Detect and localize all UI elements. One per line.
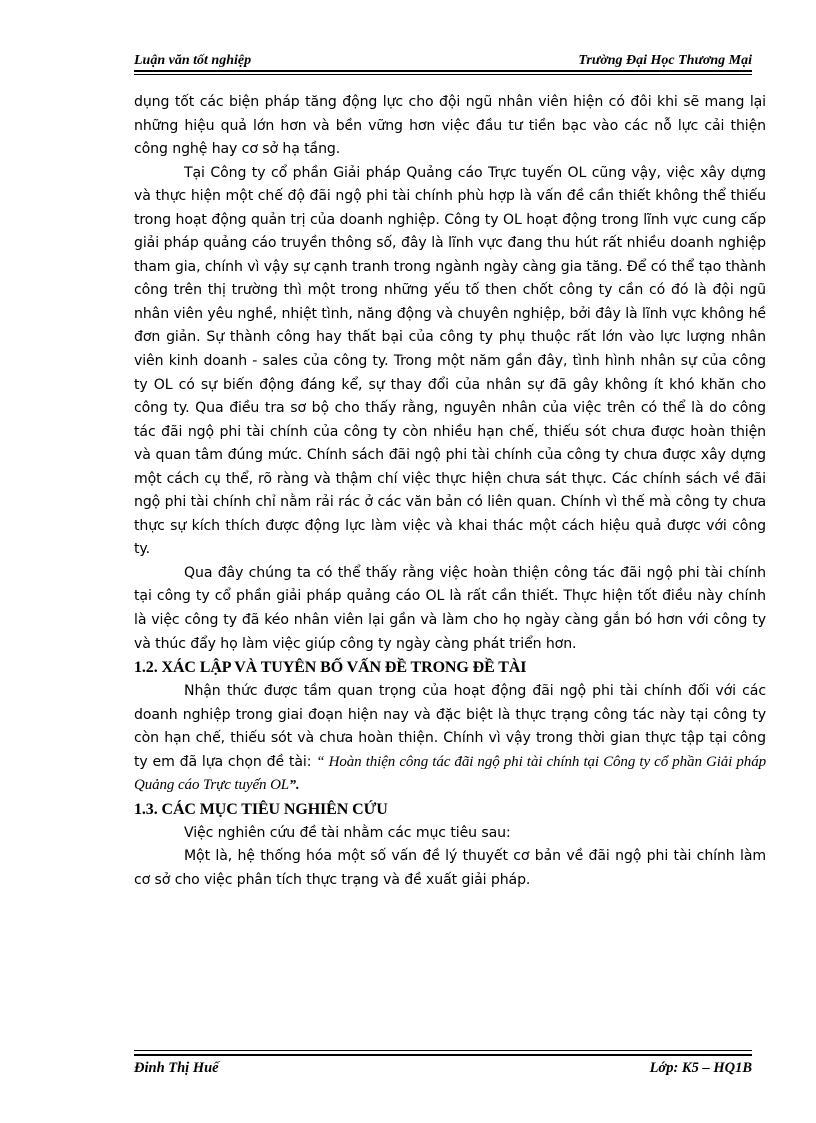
- document-body: [134, 91, 766, 893]
- footer-author: Đinh Thị Huế: [134, 1059, 219, 1076]
- paragraph-6: Một là, hệ thống hóa một số vấn đề lý thuyết cơ bản về đãi ngộ phi tài chính làm cơ sở cho việc phân tích thực trạng và đề xuất giải pháp.: [134, 848, 766, 888]
- paragraph-4: [134, 680, 766, 798]
- footer-rule-thick: [134, 1054, 752, 1056]
- paragraph-1: dụng tốt các biện pháp tăng động lực cho đội ngũ nhân viên hiện có đôi khi sẽ mang lại những hiệu quả lớn hơn và bền vững hơn việc đầu tư tiền bạc vào các nỗ lực cải thiện công nghệ hay cơ sở hạ tầng.: [134, 94, 766, 158]
- header-university: Trường Đại Học Thương Mại: [578, 53, 752, 68]
- footer-class: Lớp: K5 – HQ1B: [649, 1059, 752, 1076]
- section-heading-1-2: 1.2. XÁC LẬP VÀ TUYÊN BỐ VẤN ĐỀ TRONG ĐỀ TÀI: [134, 659, 527, 677]
- header-rule-thick: [134, 70, 752, 72]
- header-rule-thin: [134, 74, 752, 75]
- header-thesis-label: Luận văn tốt nghiệp: [134, 53, 252, 68]
- page-header: [134, 47, 752, 69]
- section-heading-1-3: 1.3. CÁC MỤC TIÊU NGHIÊN CỨU: [134, 800, 388, 818]
- paragraph-5: Việc nghiên cứu đề tài nhằm các mục tiêu sau:: [184, 824, 511, 841]
- footer-rule-thin: [134, 1050, 752, 1051]
- page-footer: [134, 1057, 752, 1079]
- thesis-title-close: ”.: [289, 777, 300, 794]
- paragraph-4-text: Nhận thức được tầm quan trọng của hoạt động đãi ngộ phi tài chính đối với các doanh nghiệp trong giai đoạn hiện nay và đặc biệt là thực trạng công tác này tại công ty còn hạn chế, thiếu sót và chưa hoàn thiện. Chính vì vậy trong thời gian thực tập tại công ty em đã lựa chọn đề tài:: [134, 683, 766, 770]
- paragraph-2: Tại Công ty cổ phần Giải pháp Quảng cáo Trực tuyến OL cũng vậy, việc xây dựng và thực hiện một chế độ đãi ngộ phi tài chính phù hợp là vấn đề cần thiết không thể thiếu trong hoạt động quản trị của doanh nghiệp. Công ty OL hoạt động trong lĩnh vực cung cấp giải pháp quảng cáo truyền thông số, đây là lĩnh vực đang thu hút rất nhiều doanh nghiệp tham gia, chính vì vậy sự cạnh tranh trong ngành ngày càng gia tăng. Để có thể tạo thành công trên thị trường thì một trong những yếu tố then chốt công ty cần có đó là đội ngũ nhân viên yêu nghề, nhiệt tình, năng động và chuyên nghiệp, bởi đây là lĩnh vực không hề đơn giản. Sự thành công hay thất bại của công ty phụ thuộc rất lớn vào lực lượng nhân viên kinh doanh - sales của công ty. Trong một năm gần đây, tình hình nhân sự của công ty OL có sự biến động đáng kể, sự thay đổi của nhân sự đã gây không ít khó khăn cho công ty. Qua điều tra sơ bộ cho thấy rằng, nguyên nhân của việc trên có thể là do công tác đãi ngộ phi tài chính của công ty còn nhiều hạn chế, thiếu sót chưa được hoàn thiện và quan tâm đúng mức. Chính sách đãi ngộ phi tài chính của công ty chưa được xây dựng một cách cụ thể, rõ ràng và thậm chí việc thực hiện chưa sát thực. Các chính sách về đãi ngộ phi tài chính chỉ nằm rải rác ở các văn bản có liên quan. Chính vì thế mà công ty chưa thực sự kích thích được động lực làm việc và khai thác một cách hiệu quả được với công ty.: [134, 164, 766, 558]
- thesis-title: “ Hoàn thiện công tác đãi ngộ phi tài chính tại Công ty cổ phần Giải pháp Quảng cáo Trực tuyến OL: [134, 753, 766, 794]
- paragraph-3: Qua đây chúng ta có thể thấy rằng việc hoàn thiện công tác đãi ngộ phi tài chính tại công ty cổ phần giải pháp quảng cáo OL là rất cần thiết. Thực hiện tốt điều này chính là việc công ty đã kéo nhân viên lại gần và làm cho họ ngày càng gắn bó hơn với công ty và thúc đẩy họ làm việc giúp công ty ngày càng phát triển hơn.: [134, 564, 766, 652]
